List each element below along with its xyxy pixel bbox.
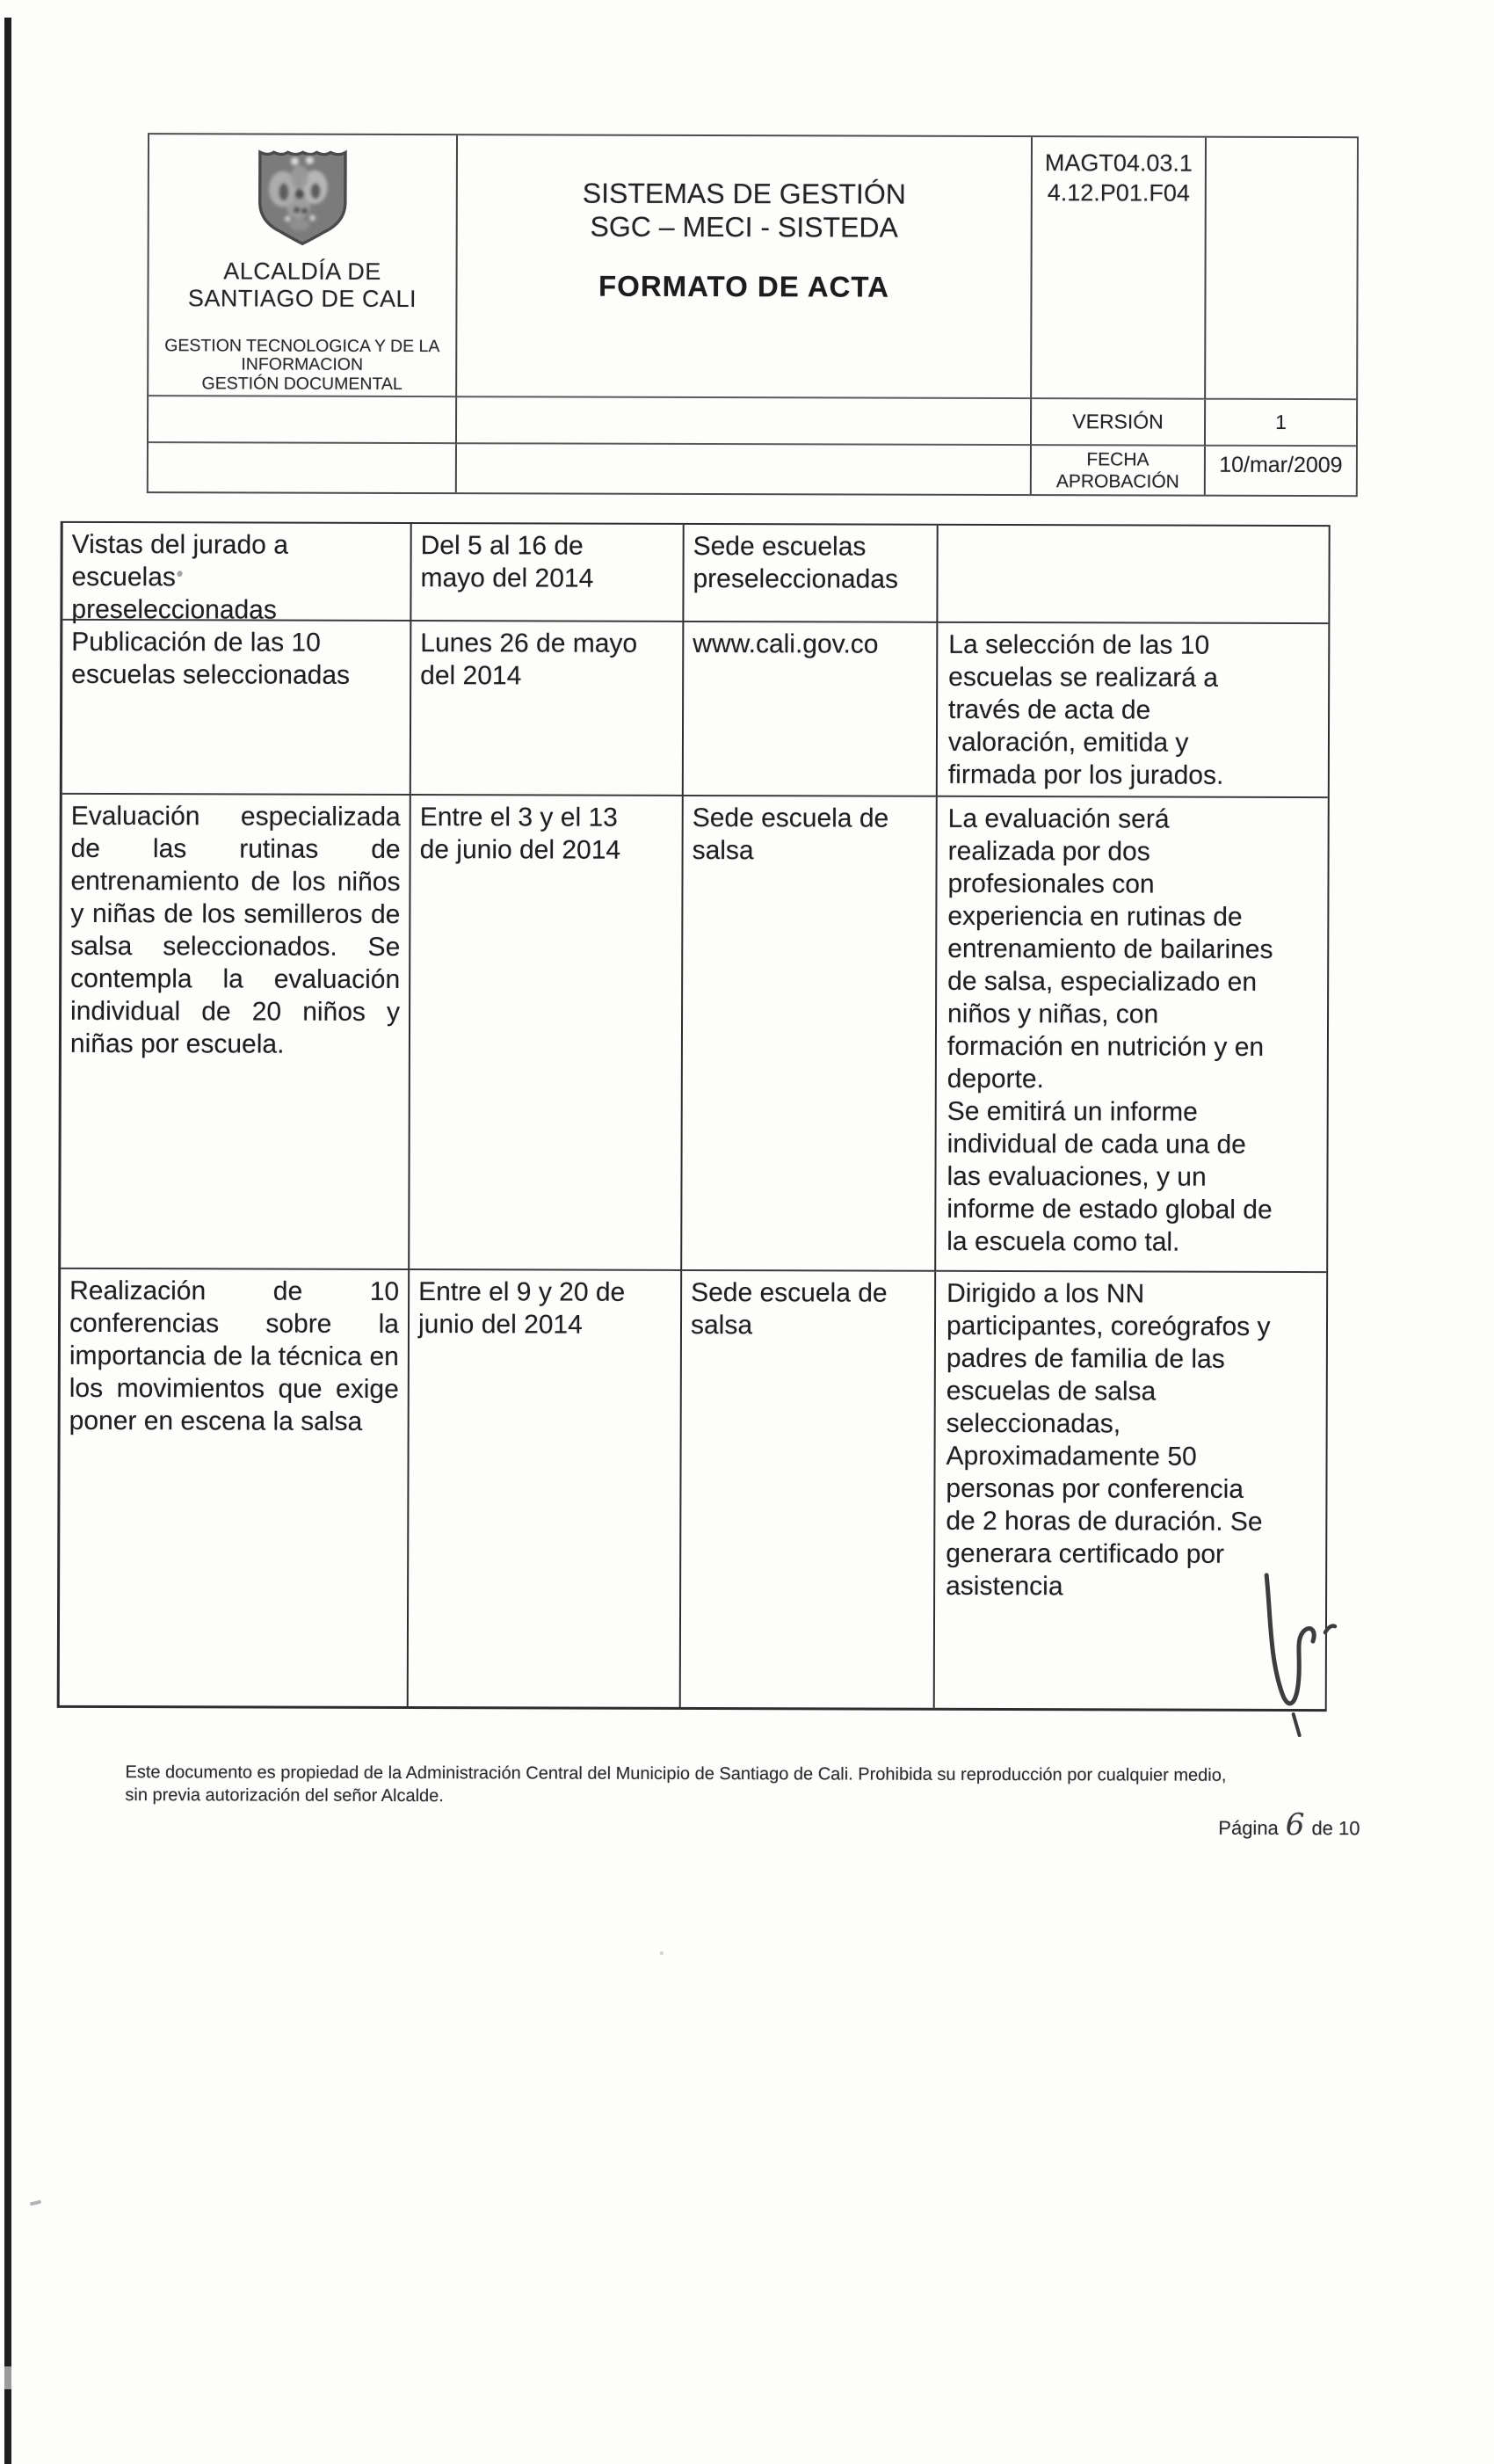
activity-cell: Vistas del jurado a escuelas preseleccionadas [62,523,411,621]
header-blank-r3c1 [149,443,457,492]
org-name: ALCALDÍA DE SANTIAGO DE CALI [187,258,417,313]
place-cell: www.cali.gov.co [684,622,939,797]
date-cell: Entre el 9 y 20 de junio del 2014 [409,1270,682,1707]
approval-date-value: 10/mar/2009 [1219,452,1343,478]
city-crest-icon [253,147,352,246]
notes-cell: La evaluación será realizada por dos profesionales con experiencia en rutinas de entrenamiento de bailarines de salsa, especializado en niños y niñas, con formación en nutrición y en deporte. Se emitirá un informe individual de cada una de las evaluaciones, y un informe de estado global de la escuela como tal. [936,797,1328,1273]
confidentiality-notice: Este documento es propiedad de la Administración Central del Municipio de Santiago de Cali. Prohibida su reproducción por cualquier medio, sin previa autorización del señor Alcalde. [125,1763,1227,1806]
notes-cell [938,526,1328,624]
place-cell: Sede escuelas preseleccionadas [684,525,938,623]
management-system-title: SISTEMAS DE GESTIÓN SGC – MECI - SISTEDA [582,177,906,243]
version-label: VERSIÓN [1032,399,1206,447]
header-blank-r3c2 [457,444,1032,494]
header-title-cell [457,135,1033,399]
notes-cell: Dirigido a los NN participantes, coreógrafos y padres de familia de las escuelas de salsa seleccionadas, Aproximadamente 50 personas por conferencia de 2 horas de duración. Se generara certificado por asistencia [946,1278,1271,1602]
header-table [147,133,1359,497]
place-cell: Sede escuela de salsa [681,1271,936,1708]
approval-date-label: FECHA APROBACIÓN [1032,446,1206,495]
version-value: 1 [1206,400,1356,447]
page-number-value: 6 [1285,1806,1305,1843]
header-empty-cell [1206,138,1357,401]
activity-cell: Realización de 10 conferencias sobre la importancia de la técnica en los movimientos que exige poner en escena la salsa [60,1269,410,1706]
activities-table [57,521,1331,1712]
date-cell: Entre el 3 y el 13 de junio del 2014 [410,796,684,1271]
header-blank-r2c2 [457,397,1032,446]
date-cell: Lunes 26 de mayo del 2014 [411,621,685,796]
header-org-cell [149,134,458,397]
page-total: de 10 [1311,1817,1360,1840]
date-cell: Del 5 al 16 de mayo del 2014 [411,524,684,622]
activity-cell: Publicación de las 10 escuelas seleccionadas [62,621,412,796]
place-cell: Sede escuela de salsa [682,796,938,1272]
page-label: Página [1218,1816,1279,1839]
document-title: FORMATO DE ACTA [598,269,890,303]
activity-cell: Evaluación especializada de las rutinas de entrenamiento de los niños y niñas de los semilleros de salsa seleccionados. Se contempla la evaluación individual de 20 niños y niñas por escuela. [61,795,411,1270]
document-code-cell: MAGT04.03.1 4.12.P01.F04 [1032,137,1207,400]
notes-cell: La selección de las 10 escuelas se realizará a través de acta de valoración, emitida y firmada por los jurados. [938,623,1329,798]
org-department: GESTION TECNOLOGICA Y DE LA INFORMACION GESTIÓN DOCUMENTAL [164,335,440,394]
scan-speck [660,1952,664,1955]
header-blank-r2c1 [149,396,457,444]
page-number [1218,1806,1360,1843]
